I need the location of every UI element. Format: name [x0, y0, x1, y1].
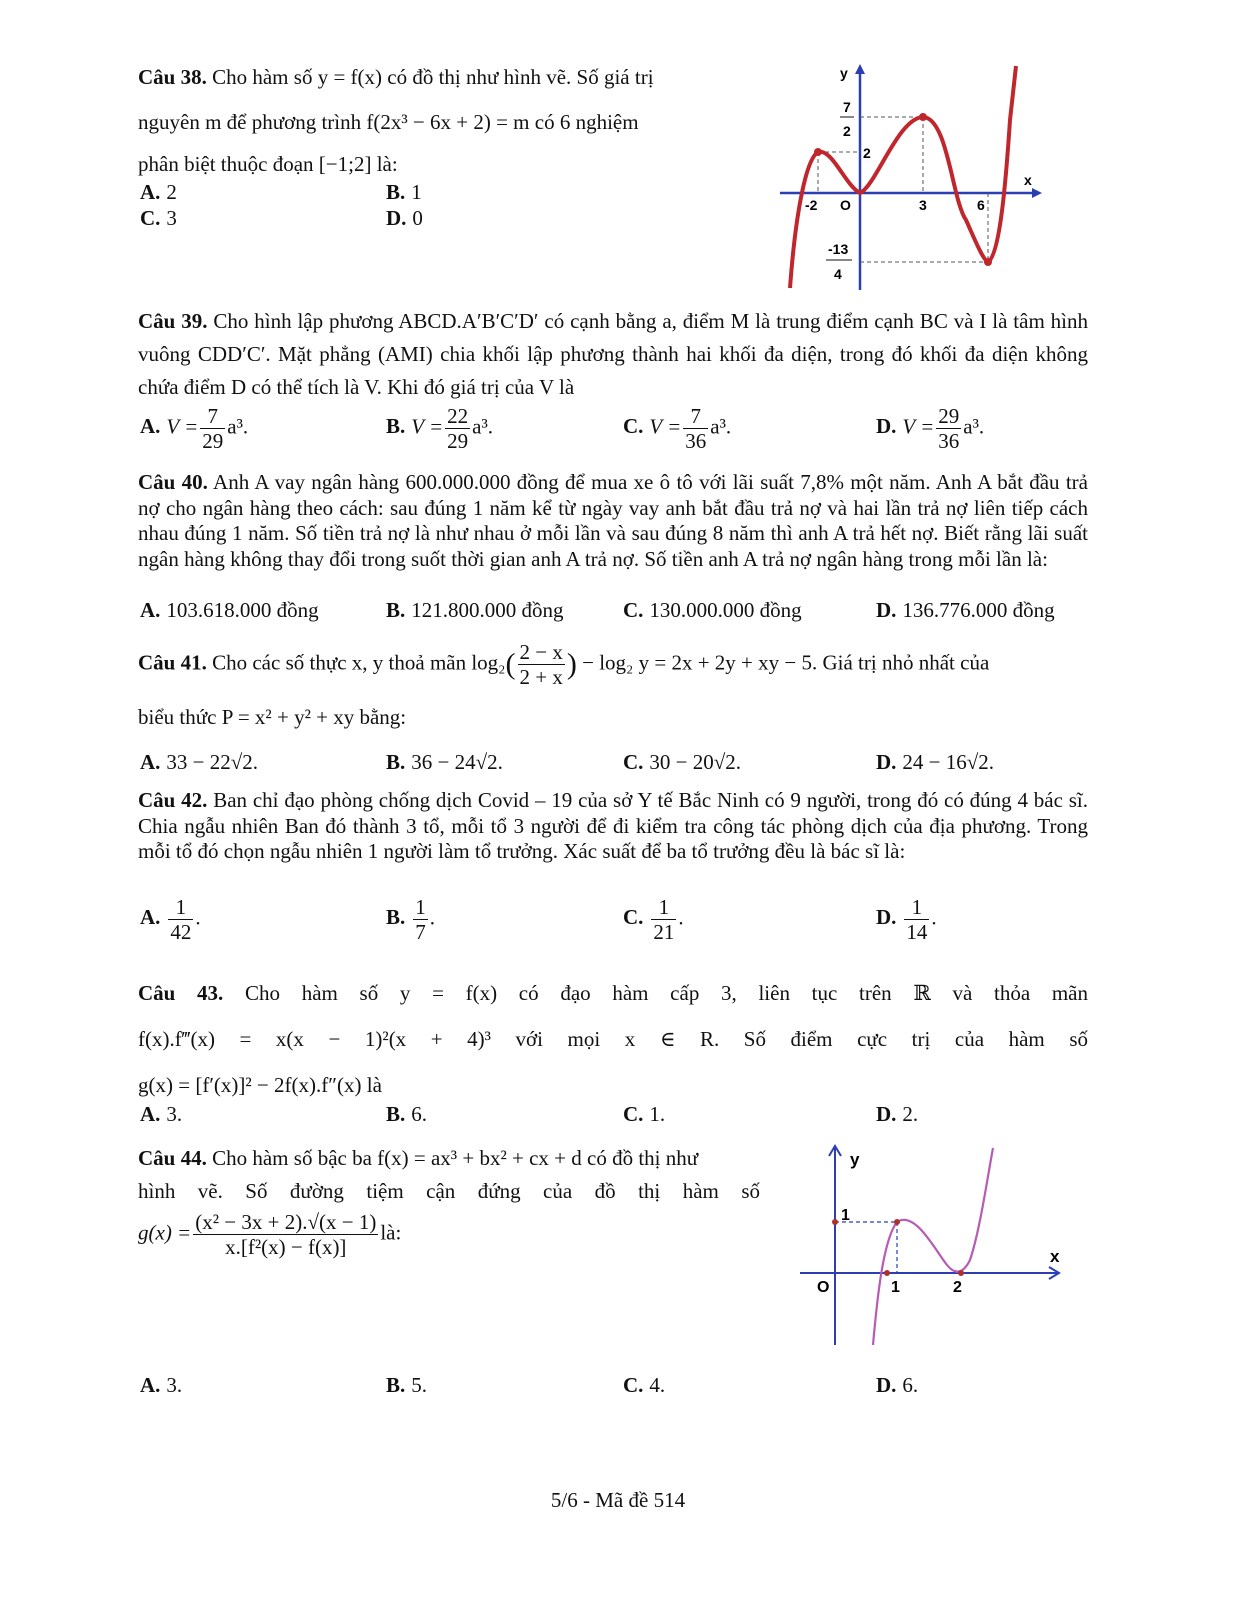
q38-option-c[interactable]: C. 3 — [140, 206, 177, 230]
q44-graph — [795, 1140, 1070, 1350]
q38-label-2-den: 2 — [843, 123, 851, 139]
q38-y-arrow-icon — [855, 64, 865, 74]
q42-label: Câu 42. — [138, 788, 208, 812]
q42-option-c[interactable]: C. $\frac{1}{21}$ . — [623, 895, 684, 944]
q42-text: Ban chỉ đạo phòng chống dịch Covid – 19 của sở Y tế Bắc Ninh có 9 người, trong đó có đúng 4 bác sĩ. Chia ngẫu nhiên Ban đó thành 3 tổ, mỗi tổ 3 người để đi kiểm tra công tác phòng dịch của địa phương. Trong mỗi tổ đó chọn ngẫu nhiên 1 người làm tổ trưởng. Xác suất để ba tổ trưởng đều là bác sĩ là: — [138, 788, 1088, 863]
q38-option-a[interactable]: A. 2 — [140, 180, 177, 204]
q41-option-d[interactable]: D. 24 − 16√2. — [876, 750, 995, 774]
q44-option-a[interactable]: A. 3. — [140, 1373, 183, 1397]
q38-line2: nguyên m để phương trình f(2x³ − 6x + 2) = m có 6 nghiệm — [138, 110, 639, 134]
q44-tick-y1: 1 — [841, 1207, 850, 1224]
q39-options — [140, 404, 1090, 460]
q41-label: Câu 41. — [138, 650, 207, 675]
q38-curve — [790, 66, 1016, 288]
q43-option-c[interactable]: C. 1. — [623, 1102, 666, 1126]
q39-option-b[interactable]: B. V = $\frac{22}{29}$ a³. — [386, 404, 494, 453]
q40-option-d[interactable]: D. 136.776.000 đồng — [876, 598, 1055, 622]
q43-option-a[interactable]: A. 3. — [140, 1102, 183, 1126]
q38-tick--2: -2 — [805, 197, 818, 213]
q39-label: Câu 39. — [138, 309, 208, 333]
q40-options — [140, 598, 1090, 628]
q44-options — [140, 1373, 1090, 1403]
q43-option-b[interactable]: B. 6. — [386, 1102, 428, 1126]
q41-option-b[interactable]: B. 36 − 24√2. — [386, 750, 503, 774]
q38-line3: phân biệt thuộc đoạn [−1;2] là: — [138, 152, 398, 176]
q44-y-label: y — [850, 1150, 860, 1169]
q43-options — [140, 1102, 1090, 1132]
q42-option-d[interactable]: D. $\frac{1}{14}$ . — [876, 895, 937, 944]
q38-point-max-left — [814, 148, 822, 156]
q44-line1: Câu 44. Cho hàm số bậc ba f(x) = ax³ + bx² + cx + d có đồ thị như — [138, 1146, 699, 1170]
q40-option-b[interactable]: B. 121.800.000 đồng — [386, 598, 564, 622]
q44-option-b[interactable]: B. 5. — [386, 1373, 428, 1397]
q39-text: Cho hình lập phương ABCD.A′B′C′D′ có cạnh bằng a, điểm M là trung điểm cạnh BC và I là tâm hình vuông CDD′C′. Mặt phẳng (AMI) chia khối lập phương thành hai khối đa diện, trong đó khối đa diện không chứa điểm D có thể tích là V. Khi đó giá trị của V là — [138, 309, 1089, 399]
q44-point-2 — [958, 1270, 964, 1276]
q43-label: Câu 43. — [138, 981, 224, 1005]
q39-option-c[interactable]: C. V = $\frac{7}{36}$ a³. — [623, 404, 732, 453]
q44-line2: hình vẽ. Số đường tiệm cận đứng của đồ thị hàm số — [138, 1179, 760, 1203]
q40-option-a[interactable]: A. 103.618.000 đồng — [140, 598, 319, 622]
q41-line1: Câu 41. Cho các số thực x, y thoả mãn log₂( $\frac{2 - x}{2 + x}$ ) − log₂ y = 2x + 2y + xy − 5. Giá trị nhỏ nhất của — [138, 640, 990, 689]
q41-line2: biểu thức P = x² + y² + xy bằng: — [138, 705, 407, 729]
q38-point-min — [984, 258, 992, 266]
q41-option-c[interactable]: C. 30 − 20√2. — [623, 750, 742, 774]
q40-text: Anh A vay ngân hàng 600.000.000 đồng để mua xe ô tô với lãi suất 7,8% một năm. Anh A bắt đầu trả nợ cho ngân hàng theo cách: sau đúng 1 năm kể từ ngày vay anh bắt đầu trả nợ và hai lần trả nợ liên tiếp cách nhau đúng 1 năm. Số tiền trả nợ là như nhau ở mỗi lần và sau đúng 8 năm thì anh A trả hết nợ. Biết rằng lãi suất ngân hàng không thay đổi trong suốt thời gian anh A trả nợ. Số tiền anh A trả nợ ngân hàng trong mỗi lần là: — [138, 470, 1088, 571]
q41-options — [140, 750, 1090, 780]
q38-origin: O — [840, 197, 851, 213]
q44-g-formula: g(x) = $\frac{\text{(x² − 3x + 2).√(x − 1)}}{\text{x.[f²(x) − f(x)]}}$ là: — [138, 1210, 402, 1259]
q44-curve — [873, 1148, 993, 1345]
question-40 — [138, 470, 1088, 572]
question-43 — [138, 970, 1088, 1108]
q44-point-1 — [884, 1270, 890, 1276]
q44-option-d[interactable]: D. 6. — [876, 1373, 919, 1397]
q44-origin: O — [817, 1279, 830, 1296]
q42-option-a[interactable]: A. $\frac{1}{42}$ . — [140, 895, 201, 944]
q38-option-b[interactable]: B. 1 — [386, 180, 422, 204]
q44-point-y1 — [832, 1219, 838, 1225]
q42-option-b[interactable]: B. $\frac{1}{7}$ . — [386, 895, 436, 944]
q44-point-max — [894, 1219, 900, 1225]
q38-y-label: y — [840, 65, 848, 81]
q40-option-c[interactable]: C. 130.000.000 đồng — [623, 598, 802, 622]
q38-tick-6: 6 — [977, 197, 985, 213]
q38-option-d[interactable]: D. 0 — [386, 206, 423, 230]
q38-label: Câu 38. — [138, 65, 207, 89]
q43-option-d[interactable]: D. 2. — [876, 1102, 919, 1126]
q38-line1: Câu 38. Cho hàm số y = f(x) có đồ thị như hình vẽ. Số giá trị — [138, 65, 654, 89]
q44-option-c[interactable]: C. 4. — [623, 1373, 666, 1397]
q44-label: Câu 44. — [138, 1146, 207, 1170]
question-41 — [138, 640, 1088, 731]
q41-option-a[interactable]: A. 33 − 22√2. — [140, 750, 259, 774]
q44-x-label: x — [1050, 1247, 1060, 1266]
q38-graph — [780, 60, 1050, 295]
q38-label-7: 7 — [843, 99, 851, 115]
q38-label-2: 2 — [863, 145, 871, 161]
q38-label-4: 4 — [834, 266, 842, 282]
q38-x-arrow-icon — [1032, 188, 1042, 198]
q39-option-d[interactable]: D. V = $\frac{29}{36}$ a³. — [876, 404, 985, 453]
q43-line1: Câu 43. Cho hàm số y = f(x) có đạo hàm cấp 3, liên tục trên ℝ và thỏa mãn — [138, 981, 1088, 1005]
question-44 — [138, 1142, 760, 1259]
page-footer: 5/6 - Mã đề 514 — [550, 1488, 686, 1512]
q38-x-label: x — [1024, 172, 1032, 188]
q42-options — [140, 895, 1090, 951]
q38-tick-3: 3 — [919, 197, 927, 213]
q39-option-a[interactable]: A. V = $\frac{7}{29}$ a³. — [140, 404, 249, 453]
q44-tick-1: 1 — [891, 1279, 900, 1296]
q44-tick-2: 2 — [953, 1279, 962, 1296]
q43-line2: f(x).f‴(x) = x(x − 1)²(x + 4)³ với mọi x ∈ R. Số điểm cực trị của hàm số — [138, 1027, 1088, 1051]
question-39 — [138, 305, 1088, 404]
question-38 — [138, 63, 723, 178]
q43-line3: g(x) = [f′(x)]² − 2f(x).f″(x) là — [138, 1073, 382, 1097]
q40-label: Câu 40. — [138, 470, 208, 494]
q38-label-neg13: -13 — [828, 241, 849, 257]
q38-point-max-right — [919, 113, 927, 121]
question-42 — [138, 788, 1088, 865]
